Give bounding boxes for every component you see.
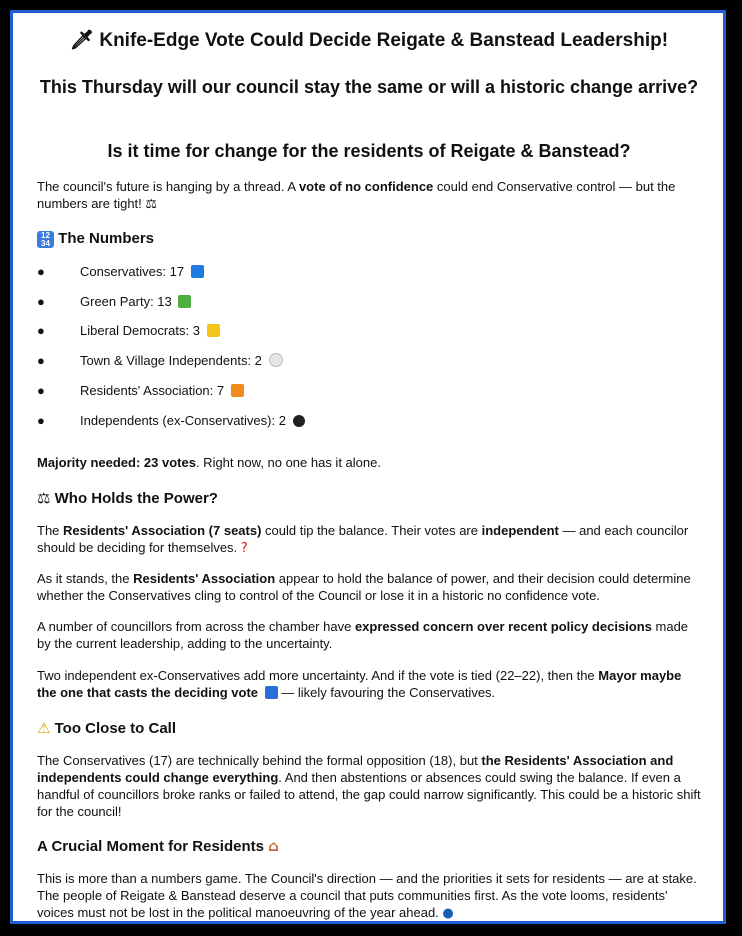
list-item-label: Green Party: 13 — [80, 294, 172, 309]
list-item-label: Conservatives: 17 — [80, 264, 185, 279]
circle-swatch-icon — [269, 353, 283, 367]
balance-scale-icon: ⚖ — [37, 489, 51, 507]
bullet-icon: ● — [37, 264, 45, 279]
warning-icon: ⚠ — [37, 719, 51, 737]
balance-scale-icon: ⚖ — [145, 197, 158, 212]
intro-paragraph: The council's future is hanging by a thread. A vote of no confidence could end Conservative control — but the numbers are tight! ⚖ — [37, 179, 676, 212]
power-paragraph-1: The Residents' Association (7 seats) could tip the balance. Their votes are independent — and each councilor should be deciding for themselves. ? — [37, 523, 689, 556]
list-item-text — [80, 322, 220, 339]
square-swatch-icon — [231, 384, 244, 397]
circle-swatch-icon — [293, 415, 305, 427]
power-paragraph-4: Two independent ex-Conservatives add more uncertainty. And if the vote is tied (22–22), then the Mayor maybe the one that casts the deciding vote — likely favouring the Conservatives. — [37, 668, 682, 700]
numbers-heading-text: The Numbers — [58, 230, 155, 247]
subtitle-2: Is it time for change for the residents of Reigate & Banstead? — [107, 141, 631, 161]
page-title — [37, 28, 701, 52]
bullet-icon: ● — [37, 323, 45, 338]
list-item-text — [80, 293, 191, 310]
close-heading — [37, 719, 176, 737]
numbers-keycap-icon: 12 34 — [37, 231, 54, 248]
speaking-head-icon: ● — [442, 906, 454, 921]
houses-icon: ⌂ — [268, 837, 279, 855]
document-frame — [10, 10, 726, 924]
list-item-text — [80, 412, 305, 429]
list-item-label: Independents (ex-Conservatives): 2 — [80, 413, 286, 428]
close-paragraph: The Conservatives (17) are technically behind the formal opposition (18), but the Residents' Association and independents could change everything. And then abstentions or absences could swing the balance. If even a handful of councillors broke ranks or failed to attend, the gap could narrow significantly. This could be a historic shift for the council! — [37, 753, 701, 819]
crucial-paragraph: This is more than a numbers game. The Council's direction — and the priorities it sets for residents — are at stake. The people of Reigate & Banstead deserve a council that puts communities first. As the vote looms, residents' voices must not be lost in the political manoeuvring of the year ahead. ● — [37, 871, 697, 921]
bullet-icon: ● — [37, 383, 45, 398]
power-heading-text: Who Holds the Power? — [54, 490, 218, 507]
majority-line: Majority needed: 23 votes. Right now, no one has it alone. — [37, 455, 381, 470]
list-item-text — [80, 352, 283, 369]
bullet-icon: ● — [37, 413, 45, 428]
square-swatch-icon — [191, 265, 204, 278]
page-title-text: Knife-Edge Vote Could Decide Reigate & Banstead Leadership! — [99, 30, 669, 51]
crucial-heading-text: A Crucial Moment for Residents — [37, 838, 264, 855]
list-item-text — [80, 263, 204, 280]
bullet-icon: ● — [37, 353, 45, 368]
power-paragraph-2: As it stands, the Residents' Association appear to hold the balance of power, and their decision could determine whether the Conservatives cling to control of the Council or lose it in a historic no confidence vote. — [37, 571, 691, 603]
square-swatch-icon — [178, 295, 191, 308]
bullet-icon: ● — [37, 294, 45, 309]
list-item-label: Town & Village Independents: 2 — [80, 353, 262, 368]
question-mark-icon: ? — [240, 541, 248, 556]
list-item-label: Residents' Association: 7 — [80, 383, 225, 398]
list-item-label: Liberal Democrats: 3 — [80, 323, 200, 338]
square-swatch-icon — [207, 324, 220, 337]
numbers-heading — [37, 230, 154, 248]
crucial-heading — [37, 837, 279, 855]
subtitle-1: This Thursday will our council stay the same or will a historic change arrive? — [39, 77, 699, 97]
power-heading — [37, 489, 218, 507]
close-heading-text: Too Close to Call — [54, 720, 177, 737]
ballot-box-icon — [265, 686, 278, 699]
power-paragraph-3: A number of councillors from across the chamber have expressed concern over recent policy decisions made by the current leadership, adding to the uncertainty. — [37, 619, 689, 651]
dagger-icon: 🗡 — [69, 29, 95, 51]
list-item-text — [80, 382, 244, 399]
